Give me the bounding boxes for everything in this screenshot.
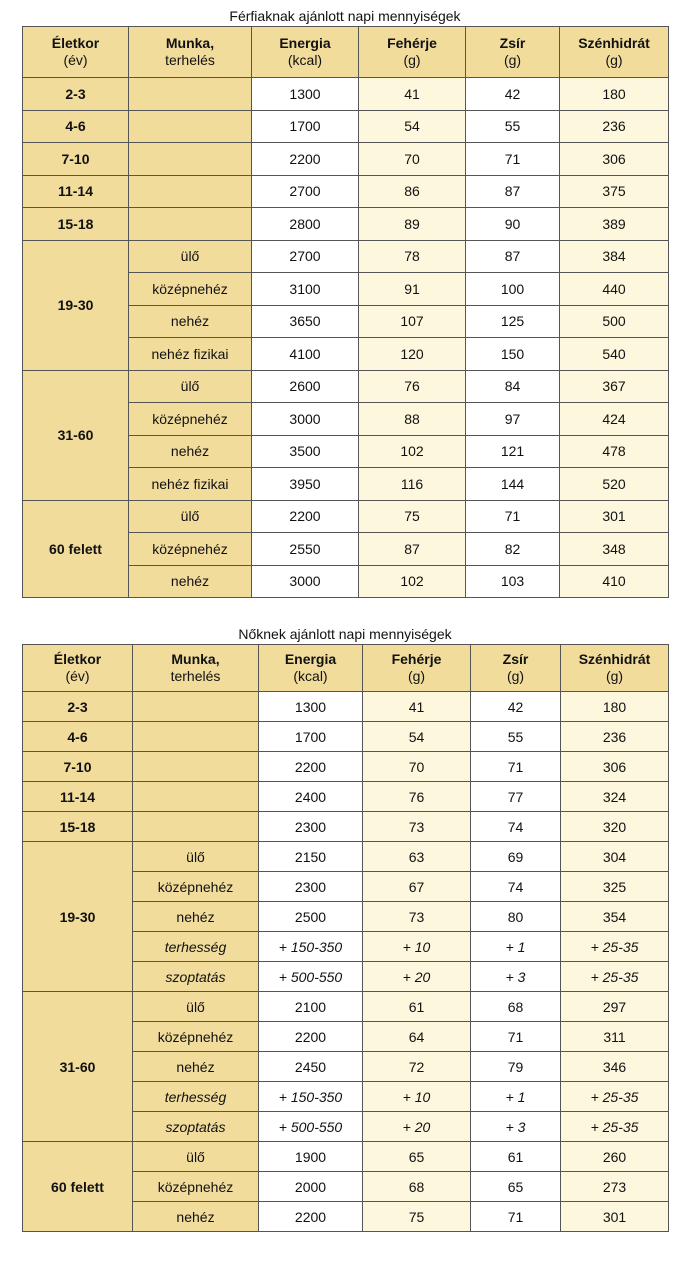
fat-cell: 144 [466, 468, 560, 501]
header-carbohydrate [560, 27, 669, 78]
fat-cell: 97 [466, 403, 560, 436]
workload-cell [129, 143, 252, 176]
fat-cell: 69 [471, 842, 561, 872]
header-title: Energia [279, 35, 331, 51]
workload-cell: középnehéz [133, 1022, 259, 1052]
carbohydrate-cell: 540 [560, 338, 669, 371]
energy-cell: 2700 [252, 175, 359, 208]
workload-cell: nehéz [133, 902, 259, 932]
header-title: Munka, [171, 651, 220, 667]
fat-cell: 150 [466, 338, 560, 371]
fat-cell: 71 [466, 143, 560, 176]
carbohydrate-cell: 180 [560, 78, 669, 111]
age-cell: 19-30 [23, 842, 133, 992]
carbohydrate-cell: + 25-35 [561, 1082, 669, 1112]
fat-cell: 90 [466, 208, 560, 241]
carbohydrate-cell: 306 [560, 143, 669, 176]
table-row [23, 240, 669, 273]
carbohydrate-cell: 306 [561, 752, 669, 782]
workload-cell [133, 812, 259, 842]
workload-cell: középnehéz [133, 1172, 259, 1202]
protein-cell: 67 [363, 872, 471, 902]
energy-cell: 2700 [252, 240, 359, 273]
energy-cell: 2300 [259, 812, 363, 842]
header-protein [363, 645, 471, 692]
protein-cell: 102 [359, 565, 466, 598]
protein-cell: 63 [363, 842, 471, 872]
energy-cell: + 150-350 [259, 1082, 363, 1112]
age-cell: 7-10 [23, 143, 129, 176]
table-row [23, 812, 669, 842]
age-cell: 4-6 [23, 110, 129, 143]
protein-cell: 75 [359, 500, 466, 533]
fat-cell: 84 [466, 370, 560, 403]
header-unit: (g) [407, 668, 426, 684]
fat-cell: 42 [466, 78, 560, 111]
energy-cell: 1300 [259, 692, 363, 722]
table-row [23, 782, 669, 812]
header-title: Szénhidrát [578, 35, 650, 51]
carbohydrate-cell: 500 [560, 305, 669, 338]
protein-cell: 91 [359, 273, 466, 306]
carbohydrate-cell: 410 [560, 565, 669, 598]
workload-cell: nehéz [129, 305, 252, 338]
protein-cell: 72 [363, 1052, 471, 1082]
carbohydrate-cell: 260 [561, 1142, 669, 1172]
header-unit: (g) [403, 52, 421, 68]
age-cell: 19-30 [23, 240, 129, 370]
protein-cell: 41 [363, 692, 471, 722]
table-row [23, 370, 669, 403]
fat-cell: 71 [471, 1022, 561, 1052]
table-row [23, 722, 669, 752]
protein-cell: + 10 [363, 932, 471, 962]
workload-cell: középnehéz [129, 273, 252, 306]
carbohydrate-cell: 424 [560, 403, 669, 436]
energy-cell: 3950 [252, 468, 359, 501]
age-cell: 15-18 [23, 208, 129, 241]
carbohydrate-cell: 236 [560, 110, 669, 143]
header-energy [252, 27, 359, 78]
fat-cell: + 1 [471, 1082, 561, 1112]
men-table-caption: Férfiaknak ajánlott napi mennyiségek [229, 8, 461, 24]
table-row [23, 692, 669, 722]
energy-cell: 2200 [259, 1022, 363, 1052]
men-nutrition-block [22, 6, 668, 598]
protein-cell: 73 [363, 812, 471, 842]
age-cell: 60 felett [23, 500, 129, 598]
workload-cell [133, 722, 259, 752]
fat-cell: 100 [466, 273, 560, 306]
energy-cell: 1700 [259, 722, 363, 752]
table-row [23, 992, 669, 1022]
protein-cell: 76 [363, 782, 471, 812]
protein-cell: 41 [359, 78, 466, 111]
header-unit: (g) [506, 668, 525, 684]
workload-cell: középnehéz [129, 533, 252, 566]
workload-cell: nehéz [129, 435, 252, 468]
workload-cell: ülő [133, 842, 259, 872]
age-cell: 4-6 [23, 722, 133, 752]
table-row [23, 1142, 669, 1172]
protein-cell: 76 [359, 370, 466, 403]
age-cell: 2-3 [23, 78, 129, 111]
carbohydrate-cell: 325 [561, 872, 669, 902]
header-unit: (év) [65, 668, 90, 684]
header-unit: (kcal) [287, 52, 323, 68]
carbohydrate-cell: 311 [561, 1022, 669, 1052]
header-title: Fehérje [391, 651, 442, 667]
workload-cell: ülő [129, 370, 252, 403]
fat-cell: 68 [471, 992, 561, 1022]
fat-cell: 79 [471, 1052, 561, 1082]
energy-cell: 2400 [259, 782, 363, 812]
carbohydrate-cell: 297 [561, 992, 669, 1022]
carbohydrate-cell: 375 [560, 175, 669, 208]
fat-cell: + 3 [471, 1112, 561, 1142]
header-protein [359, 27, 466, 78]
protein-cell: 54 [359, 110, 466, 143]
table-row [23, 110, 669, 143]
fat-cell: 42 [471, 692, 561, 722]
energy-cell: 2300 [259, 872, 363, 902]
energy-cell: 2450 [259, 1052, 363, 1082]
workload-cell: nehéz fizikai [129, 338, 252, 371]
energy-cell: 2100 [259, 992, 363, 1022]
carbohydrate-cell: 478 [560, 435, 669, 468]
workload-cell: ülő [129, 500, 252, 533]
carbohydrate-cell: + 25-35 [561, 962, 669, 992]
fat-cell: 125 [466, 305, 560, 338]
header-unit: terhelés [165, 52, 215, 68]
carbohydrate-cell: 520 [560, 468, 669, 501]
protein-cell: 54 [363, 722, 471, 752]
protein-cell: 75 [363, 1202, 471, 1232]
table-row [23, 143, 669, 176]
protein-cell: 89 [359, 208, 466, 241]
age-cell: 60 felett [23, 1142, 133, 1232]
workload-cell: középnehéz [133, 872, 259, 902]
age-cell: 11-14 [23, 782, 133, 812]
fat-cell: 87 [466, 175, 560, 208]
age-cell: 2-3 [23, 692, 133, 722]
energy-cell: 3100 [252, 273, 359, 306]
workload-cell [129, 175, 252, 208]
header-title: Életkor [51, 35, 100, 51]
carbohydrate-cell: 320 [561, 812, 669, 842]
fat-cell: 61 [471, 1142, 561, 1172]
energy-cell: 2600 [252, 370, 359, 403]
energy-cell: 4100 [252, 338, 359, 371]
fat-cell: 80 [471, 902, 561, 932]
fat-cell: + 3 [471, 962, 561, 992]
workload-cell [133, 752, 259, 782]
table-row [23, 842, 669, 872]
fat-cell: 71 [471, 1202, 561, 1232]
workload-cell [133, 692, 259, 722]
protein-cell: 86 [359, 175, 466, 208]
workload-cell: középnehéz [129, 403, 252, 436]
energy-cell: 2800 [252, 208, 359, 241]
table-row [23, 752, 669, 782]
carbohydrate-cell: 180 [561, 692, 669, 722]
energy-cell: 3650 [252, 305, 359, 338]
carbohydrate-cell: 384 [560, 240, 669, 273]
carbohydrate-cell: 389 [560, 208, 669, 241]
protein-cell: 61 [363, 992, 471, 1022]
fat-cell: 55 [471, 722, 561, 752]
energy-cell: 2500 [259, 902, 363, 932]
age-cell: 7-10 [23, 752, 133, 782]
protein-cell: 73 [363, 902, 471, 932]
carbohydrate-cell: 301 [560, 500, 669, 533]
protein-cell: 116 [359, 468, 466, 501]
table-row [23, 175, 669, 208]
carbohydrate-cell: 273 [561, 1172, 669, 1202]
workload-cell: ülő [133, 1142, 259, 1172]
carbohydrate-cell: 348 [560, 533, 669, 566]
table-row [23, 500, 669, 533]
carbohydrate-cell: 367 [560, 370, 669, 403]
header-fat [471, 645, 561, 692]
women-table-caption: Nőknek ajánlott napi mennyiségek [238, 626, 452, 642]
carbohydrate-cell: 304 [561, 842, 669, 872]
header-unit: terhelés [170, 668, 221, 684]
age-cell: 11-14 [23, 175, 129, 208]
age-cell: 31-60 [23, 992, 133, 1142]
carbohydrate-cell: 354 [561, 902, 669, 932]
protein-cell: 68 [363, 1172, 471, 1202]
protein-cell: 65 [363, 1142, 471, 1172]
fat-cell: 55 [466, 110, 560, 143]
protein-cell: 87 [359, 533, 466, 566]
header-row [23, 645, 669, 692]
fat-cell: 121 [466, 435, 560, 468]
energy-cell: 3000 [252, 403, 359, 436]
women-nutrition-block [22, 624, 668, 1232]
carbohydrate-cell: + 25-35 [561, 1112, 669, 1142]
workload-cell [129, 110, 252, 143]
workload-cell [133, 782, 259, 812]
protein-cell: + 10 [363, 1082, 471, 1112]
energy-cell: 3500 [252, 435, 359, 468]
table-row [23, 208, 669, 241]
energy-cell: 2200 [259, 752, 363, 782]
workload-cell: ülő [129, 240, 252, 273]
header-energy [259, 645, 363, 692]
header-age [23, 27, 129, 78]
workload-cell: nehéz [133, 1202, 259, 1232]
workload-cell: nehéz [129, 565, 252, 598]
header-workload [129, 27, 252, 78]
carbohydrate-cell: 440 [560, 273, 669, 306]
header-title: Zsír [502, 651, 529, 667]
header-title: Fehérje [387, 35, 437, 51]
workload-cell: nehéz fizikai [129, 468, 252, 501]
protein-cell: 70 [363, 752, 471, 782]
age-cell: 15-18 [23, 812, 133, 842]
energy-cell: + 150-350 [259, 932, 363, 962]
header-workload [133, 645, 259, 692]
carbohydrate-cell: + 25-35 [561, 932, 669, 962]
header-title: Életkor [53, 651, 102, 667]
fat-cell: 74 [471, 812, 561, 842]
header-unit: (g) [605, 668, 624, 684]
header-age [23, 645, 133, 692]
protein-cell: 120 [359, 338, 466, 371]
carbohydrate-cell: 236 [561, 722, 669, 752]
energy-cell: 2550 [252, 533, 359, 566]
fat-cell: 87 [466, 240, 560, 273]
carbohydrate-cell: 324 [561, 782, 669, 812]
energy-cell: 1900 [259, 1142, 363, 1172]
fat-cell: 77 [471, 782, 561, 812]
header-carbohydrate [561, 645, 669, 692]
protein-cell: 64 [363, 1022, 471, 1052]
protein-cell: 102 [359, 435, 466, 468]
protein-cell: 107 [359, 305, 466, 338]
header-unit: (év) [63, 52, 88, 68]
energy-cell: 3000 [252, 565, 359, 598]
energy-cell: 2200 [259, 1202, 363, 1232]
energy-cell: 2200 [252, 500, 359, 533]
women-nutrition-table [22, 644, 669, 1232]
table-row [23, 78, 669, 111]
energy-cell: 2150 [259, 842, 363, 872]
workload-cell: terhesség [133, 932, 259, 962]
energy-cell: + 500-550 [259, 1112, 363, 1142]
header-unit: (kcal) [293, 668, 328, 684]
workload-cell: nehéz [133, 1052, 259, 1082]
workload-cell: szoptatás [133, 1112, 259, 1142]
fat-cell: 82 [466, 533, 560, 566]
fat-cell: 74 [471, 872, 561, 902]
workload-cell: ülő [133, 992, 259, 1022]
protein-cell: 88 [359, 403, 466, 436]
fat-cell: 65 [471, 1172, 561, 1202]
energy-cell: + 500-550 [259, 962, 363, 992]
energy-cell: 1300 [252, 78, 359, 111]
workload-cell: terhesség [133, 1082, 259, 1112]
energy-cell: 1700 [252, 110, 359, 143]
carbohydrate-cell: 346 [561, 1052, 669, 1082]
header-title: Energia [284, 651, 337, 667]
header-row [23, 27, 669, 78]
energy-cell: 2200 [252, 143, 359, 176]
header-title: Szénhidrát [578, 651, 651, 667]
header-title: Munka, [165, 35, 215, 51]
fat-cell: 71 [466, 500, 560, 533]
workload-cell [129, 78, 252, 111]
workload-cell: szoptatás [133, 962, 259, 992]
age-cell: 31-60 [23, 370, 129, 500]
header-unit: (g) [605, 52, 623, 68]
fat-cell: 103 [466, 565, 560, 598]
fat-cell: + 1 [471, 932, 561, 962]
header-fat [466, 27, 560, 78]
protein-cell: + 20 [363, 1112, 471, 1142]
protein-cell: + 20 [363, 962, 471, 992]
fat-cell: 71 [471, 752, 561, 782]
protein-cell: 70 [359, 143, 466, 176]
carbohydrate-cell: 301 [561, 1202, 669, 1232]
workload-cell [129, 208, 252, 241]
header-unit: (g) [503, 52, 522, 68]
energy-cell: 2000 [259, 1172, 363, 1202]
protein-cell: 78 [359, 240, 466, 273]
header-title: Zsír [499, 35, 526, 51]
men-nutrition-table [22, 26, 669, 598]
